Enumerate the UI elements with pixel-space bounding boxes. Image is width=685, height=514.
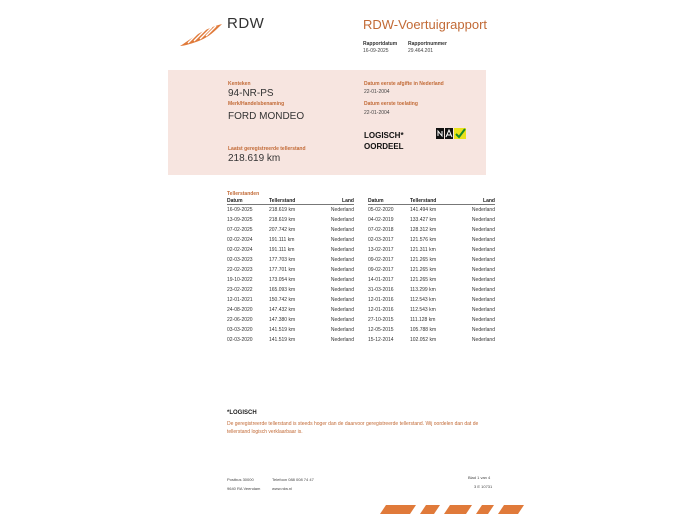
footer-postbus: Postbus 30000: [227, 477, 254, 482]
row-km: 121.265 km: [410, 267, 437, 273]
row-km: 218.619 km: [269, 207, 296, 213]
row-km: 218.619 km: [269, 217, 296, 223]
first-admission-value: 22-01-2004: [364, 110, 390, 116]
row-country: Nederland: [330, 297, 354, 303]
row-date: 09-02-2017: [368, 257, 394, 263]
row-date: 12-01-2016: [368, 307, 394, 313]
table-row: [368, 255, 495, 265]
table-row: [368, 335, 495, 345]
table-row: [227, 235, 354, 245]
report-number: 29.464.201: [408, 48, 434, 54]
row-date: 12-01-2021: [227, 297, 253, 303]
row-date: 14-01-2017: [368, 277, 394, 283]
odometer-label: Laatst geregistreerde tellerstand: [228, 146, 306, 152]
table-row: [227, 255, 354, 265]
footnote-heading: *LOGISCH: [227, 410, 257, 416]
row-country: Nederland: [330, 277, 354, 283]
row-country: Nederland: [471, 237, 495, 243]
row-date: 03-03-2020: [227, 327, 253, 333]
col-country-header: Land: [342, 198, 354, 204]
row-date: 02-03-2017: [368, 237, 394, 243]
footer-phone: Telefoon 088 008 74 47: [272, 477, 314, 482]
table-row: [227, 285, 354, 295]
row-km: 141.519 km: [269, 327, 296, 333]
row-country: Nederland: [471, 327, 495, 333]
row-country: Nederland: [471, 227, 495, 233]
first-admission-label: Datum eerste toelating: [364, 101, 418, 107]
row-date: 15-12-2014: [368, 337, 394, 343]
row-km: 173.054 km: [269, 277, 296, 283]
footnote-text: De geregistreerde tellerstand is steeds hoger dan de daarvoor geregistreerde tellerstand. Wij oordelen dan dat de tellerstand logisch verklaarbaar is.: [227, 421, 479, 435]
table-row: [227, 315, 354, 325]
row-country: Nederland: [471, 287, 495, 293]
table-row: [227, 225, 354, 235]
row-country: Nederland: [330, 337, 354, 343]
row-km: 121.265 km: [410, 257, 437, 263]
row-km: 165.093 km: [269, 287, 296, 293]
row-country: Nederland: [330, 307, 354, 313]
row-date: 02-02-2024: [227, 237, 253, 243]
row-km: 121.265 km: [410, 277, 437, 283]
row-date: 02-03-2020: [227, 337, 253, 343]
footer-page: Blad 1 van 4: [468, 475, 491, 480]
row-country: Nederland: [330, 237, 354, 243]
odometer-table-right: [368, 199, 495, 345]
table-row: [227, 325, 354, 335]
row-km: 191.111 km: [269, 237, 295, 243]
report-date: 16-09-2025: [363, 48, 389, 54]
col-km-header: Tellerstand: [269, 198, 296, 204]
row-date: 04-02-2019: [368, 217, 394, 223]
row-date: 07-02-2025: [227, 227, 253, 233]
row-date: 13-02-2017: [368, 247, 394, 253]
first-nl-value: 22-01-2004: [364, 89, 390, 95]
verdict-line-1: LOGISCH*: [364, 131, 404, 140]
row-km: 191.111 km: [269, 247, 295, 253]
table-row: [368, 315, 495, 325]
make-value: FORD MONDEO: [228, 111, 305, 122]
odometer-value: 218.619 km: [228, 153, 281, 164]
table-row: [368, 245, 495, 255]
decorative-stripes: [376, 505, 526, 514]
table-row: [227, 265, 354, 275]
row-country: Nederland: [330, 267, 354, 273]
verdict-line-2: OORDEEL: [364, 142, 404, 151]
row-country: Nederland: [471, 317, 495, 323]
row-km: 147.432 km: [269, 307, 296, 313]
verdict-text: [364, 130, 404, 152]
table-row: [227, 205, 354, 215]
table-row: [227, 215, 354, 225]
row-km: 177.701 km: [269, 267, 296, 273]
row-date: 12-01-2016: [368, 297, 394, 303]
row-date: 31-03-2016: [368, 287, 394, 293]
row-date: 07-02-2018: [368, 227, 394, 233]
table-row: [368, 285, 495, 295]
row-country: Nederland: [330, 317, 354, 323]
table-row: [368, 275, 495, 285]
report-date-label: Rapportdatum: [363, 41, 398, 47]
row-date: 12-05-2015: [368, 327, 394, 333]
row-km: 112.543 km: [410, 297, 436, 303]
report-title: RDW-Voertuigrapport: [363, 17, 488, 32]
row-country: Nederland: [330, 227, 354, 233]
row-date: 05-02-2020: [368, 207, 394, 213]
row-date: 22-06-2020: [227, 317, 253, 323]
row-km: 128.312 km: [410, 227, 437, 233]
col-date-header: Datum: [368, 198, 384, 204]
report-number-label: Rapportnummer: [408, 41, 447, 47]
row-km: 121.311 km: [410, 247, 436, 253]
table-row: [368, 235, 495, 245]
first-nl-label: Datum eerste afgifte in Nederland: [364, 81, 444, 87]
vehicle-summary-box: [168, 70, 486, 175]
col-km-header: Tellerstand: [410, 198, 437, 204]
row-km: 150.742 km: [269, 297, 296, 303]
row-km: 133.427 km: [410, 217, 437, 223]
row-date: 27-10-2015: [368, 317, 394, 323]
row-country: Nederland: [330, 327, 354, 333]
table-row: [368, 205, 495, 215]
row-date: 13-09-2025: [227, 217, 253, 223]
row-country: Nederland: [471, 337, 495, 343]
odometer-table-left: [227, 199, 354, 345]
nap-check-icon: [436, 128, 466, 139]
row-km: 207.742 km: [269, 227, 296, 233]
row-km: 112.543 km: [410, 307, 436, 313]
row-country: Nederland: [471, 267, 495, 273]
table-body-right: [368, 205, 495, 345]
table-row: [227, 245, 354, 255]
row-km: 111.128 km: [410, 317, 436, 323]
row-country: Nederland: [330, 257, 354, 263]
footer-web[interactable]: www.rdw.nl: [272, 486, 293, 491]
row-km: 105.788 km: [410, 327, 437, 333]
col-date-header: Datum: [227, 198, 243, 204]
row-km: 113.299 km: [410, 287, 436, 293]
row-km: 147.380 km: [269, 317, 296, 323]
row-country: Nederland: [330, 247, 354, 253]
table-row: [368, 265, 495, 275]
table-row: [368, 215, 495, 225]
row-date: 02-03-2023: [227, 257, 253, 263]
table-row: [227, 275, 354, 285]
table-row: [368, 305, 495, 315]
row-km: 121.576 km: [410, 237, 437, 243]
plate-label: Kenteken: [228, 81, 251, 87]
row-date: 09-02-2017: [368, 267, 394, 273]
row-country: Nederland: [471, 297, 495, 303]
plate-value: 94-NR-PS: [228, 88, 274, 99]
rdw-logo-icon: [178, 22, 224, 48]
table-row: [227, 335, 354, 345]
row-country: Nederland: [330, 207, 354, 213]
row-km: 141.494 km: [410, 207, 437, 213]
row-country: Nederland: [330, 217, 354, 223]
table-row: [368, 325, 495, 335]
row-km: 141.519 km: [269, 337, 296, 343]
row-country: Nederland: [471, 277, 495, 283]
row-date: 24-08-2020: [227, 307, 253, 313]
row-date: 02-02-2024: [227, 247, 253, 253]
col-country-header: Land: [483, 198, 495, 204]
footer-code: 3 E 10731: [474, 484, 493, 489]
row-country: Nederland: [471, 247, 495, 253]
row-country: Nederland: [471, 217, 495, 223]
table-body-left: [227, 205, 354, 345]
brand-name: RDW: [227, 15, 265, 32]
row-country: Nederland: [330, 287, 354, 293]
row-country: Nederland: [471, 207, 495, 213]
table-row: [368, 295, 495, 305]
table-row: [227, 295, 354, 305]
table-row: [368, 225, 495, 235]
row-date: 22-02-2023: [227, 267, 253, 273]
row-country: Nederland: [471, 307, 495, 313]
row-date: 23-02-2022: [227, 287, 253, 293]
footer-city: 9640 RA Veendam: [227, 486, 261, 491]
make-label: Merk/Handelsbenaming: [228, 101, 285, 107]
row-km: 177.703 km: [269, 257, 296, 263]
odometer-table-title: Tellerstanden: [227, 191, 260, 197]
row-country: Nederland: [471, 257, 495, 263]
row-date: 16-09-2025: [227, 207, 253, 213]
row-km: 102.052 km: [410, 337, 437, 343]
row-date: 19-10-2022: [227, 277, 253, 283]
table-row: [227, 305, 354, 315]
